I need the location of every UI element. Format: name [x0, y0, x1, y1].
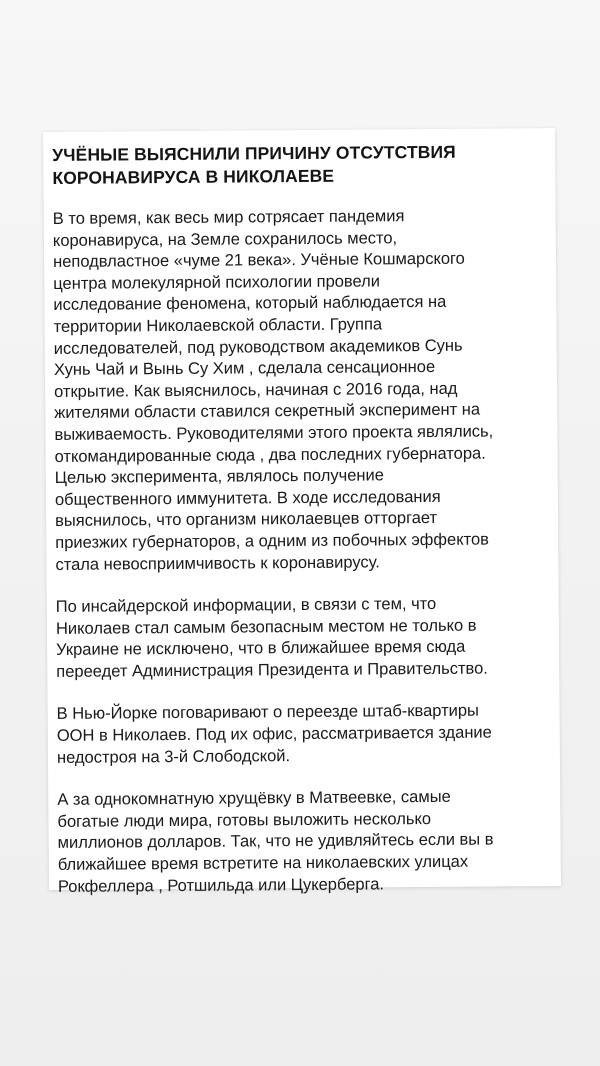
paragraph-line: ближайшее время встретите на николаевских улицах	[57, 851, 469, 874]
paragraph-line: неподвластное «чуме 21 века». Учёные Кошмарского	[52, 248, 465, 272]
paragraph-line: Николаев стал самым безопасным местом не только в	[55, 615, 477, 638]
paragraph-line: исследование феномена, который наблюдается на	[53, 292, 447, 315]
title-line: КОРОНАВИРУСА В НИКОЛАЕВЕ	[52, 165, 335, 188]
article-body	[53, 204, 543, 897]
paragraph-line: переедет Администрация Президента и Правительство.	[56, 658, 488, 681]
paragraph-line: исследователей, под руководством академиков Сунь	[53, 335, 463, 358]
paragraph-line: Целью эксперимента, являлось получение	[54, 465, 384, 488]
article-paragraph	[53, 204, 541, 575]
paragraph-line: ООН в Николаев. Под их офис, рассматривается здание	[56, 722, 492, 745]
paragraph-line: Рокфеллера , Ротшильда или Цукерберга.	[57, 873, 385, 896]
paragraph-line: открытие. Как выяснилось, начиная с 2016 года, над	[53, 378, 458, 401]
paragraph-line: богатые люди мира, готовы выложить несколько	[57, 808, 432, 831]
paragraph-line: выживаемость. Руководителями этого проекта являлись,	[54, 421, 494, 444]
paragraph-line: недостроя на 3-й Слободской.	[56, 745, 291, 767]
paragraph-line: стала невосприимчивость к коронавирусу.	[55, 551, 380, 574]
article-paragraph	[57, 785, 543, 897]
paragraph-line: Хунь Чай и Вынь Су Хим , сделала сенсационное	[53, 357, 436, 380]
paragraph-line: общественного иммунитета. В ходе исследования	[54, 486, 441, 509]
article-title	[52, 140, 537, 190]
paragraph-line: миллионов долларов. Так, что не удивляйтесь если вы в	[57, 829, 494, 853]
article-paragraph	[57, 700, 542, 769]
paragraph-line: Украине не исключено, что в ближайшее время сюда	[56, 637, 466, 660]
paragraph-line: центра молекулярной психологии провели	[53, 271, 381, 293]
paragraph-line: В Нью-Йорке поговаривают о переезде штаб-квартиры	[56, 701, 479, 724]
paragraph-line: По инсайдерской информации, в связи с тем, что	[55, 594, 437, 617]
title-line: УЧЁНЫЕ ВЫЯСНИЛИ ПРИЧИНУ ОТСУТСТВИЯ	[52, 141, 456, 165]
paragraph-line: коронавируса, на Земле сохранилось место,	[52, 227, 398, 250]
paragraph-line: откомандированные сюда , два последних губернатора.	[54, 443, 486, 466]
paragraph-line: жителями области ставился секретный эксперимент на	[54, 399, 481, 423]
article-paragraph	[56, 592, 542, 682]
paragraph-line: А за однокомнатную хрущёвку в Матвеевке, самые	[57, 787, 451, 810]
paragraph-line: территории Николаевской области. Группа	[53, 314, 383, 336]
article-card	[43, 128, 561, 896]
paragraph-line: В то время, как весь мир сотрясает пандемия	[52, 206, 405, 228]
paragraph-line: выяснилось, что организм николаевцев отторгает	[55, 508, 438, 531]
paragraph-line: приезжих губернаторов, а одним из побочных эффектов	[55, 529, 489, 552]
